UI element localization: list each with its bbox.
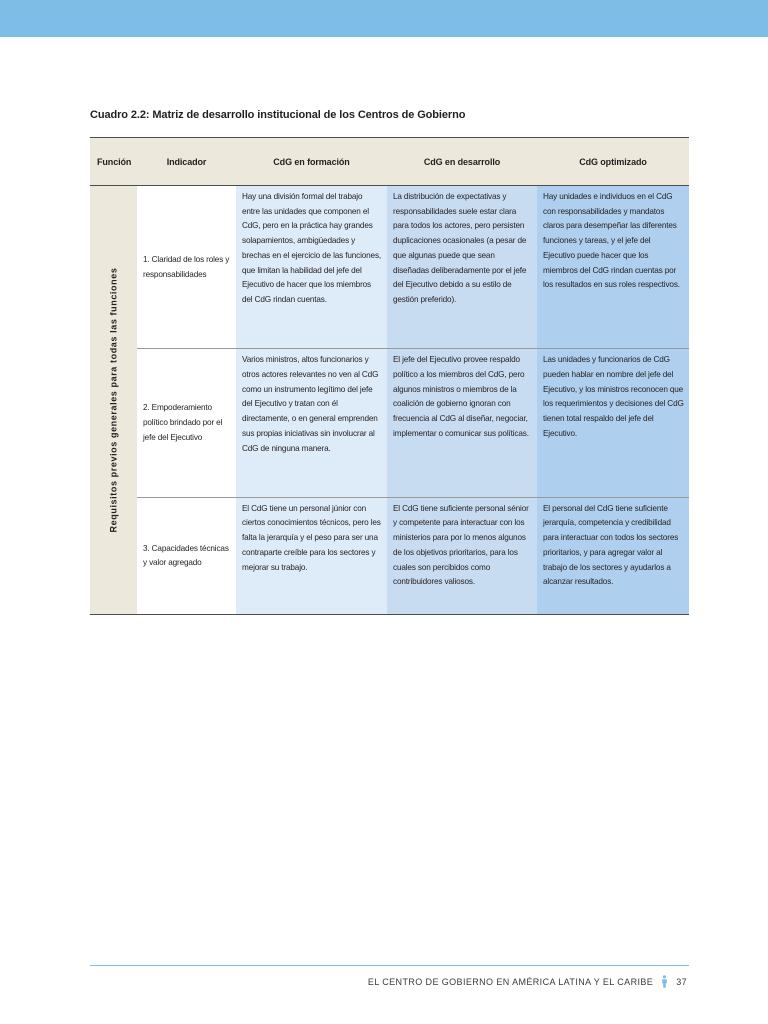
funcion-cell [90, 186, 137, 615]
desarrollo-cell: El jefe del Ejecutivo provee respaldo político a los miembros del CdG, pero algunos ministros o miembros de la coalición de gobierno ignoran con frecuencia al CdG al diseñar, negociar, implementar o comunicar sus políticas. [387, 349, 537, 497]
funcion-label: Requisitos previos generales para todas las funciones [108, 267, 119, 533]
header-cdg-optimizado: CdG optimizado [537, 138, 689, 186]
header-cdg-en-desarrollo: CdG en desarrollo [387, 138, 537, 186]
person-icon [661, 975, 668, 988]
desarrollo-cell: El CdG tiene suficiente personal sénior y competente para interactuar con los ministerios para por lo menos algunos de los objetivos prioritarios, para los cuales son percibidos como contribuidores valiosos. [387, 497, 537, 614]
header-funcion: Función [90, 138, 137, 186]
page-footer [368, 975, 687, 988]
indicador-cell: 1. Claridad de los roles y responsabilidades [137, 186, 236, 349]
header-indicador: Indicador [137, 138, 236, 186]
table-row [90, 186, 689, 349]
page-number: 37 [676, 976, 687, 987]
table-header-row [90, 138, 689, 186]
optimizado-cell: El personal del CdG tiene suficiente jerarquía, competencia y credibilidad para interactuar con todos los sectores prioritarios, y para agregar valor al trabajo de los sectores y ayudarlos a alcanzar resultados. [537, 497, 689, 614]
table-row [90, 349, 689, 497]
formacion-cell: El CdG tiene un personal júnior con ciertos conocimientos técnicos, pero les falta la jerarquía y el peso para ser una contraparte creíble para los sectores y mejorar su trabajo. [236, 497, 387, 614]
desarrollo-cell: La distribución de expectativas y responsabilidades suele estar clara para todos los actores, pero persisten duplicaciones ocasionales (a pesar de que algunas puede que sean diseñadas deliberadamente por el jefe del Ejecutivo debido a su estilo de gestión preferido). [387, 186, 537, 349]
table-row [90, 497, 689, 614]
matrix-table-container [90, 137, 689, 615]
indicador-cell: 2. Empoderamiento político brindado por el jefe del Ejecutivo [137, 349, 236, 497]
top-banner [0, 0, 768, 37]
indicador-cell: 3. Capacidades técnicas y valor agregado [137, 497, 236, 614]
header-cdg-en-formacion: CdG en formación [236, 138, 387, 186]
formacion-cell: Varios ministros, altos funcionarios y otros actores relevantes no ven al CdG como un instrumento legítimo del jefe del Ejecutivo y tratan con él directamente, o en general emprenden sus propias iniciativas sin involucrar al CdG de ninguna manera. [236, 349, 387, 497]
optimizado-cell: Hay unidades e individuos en el CdG con responsabilidades y mandatos claros para desempeñar las diferentes funciones y tareas, y el jefe del Ejecutivo puede hacer que los miembros del CdG rindan cuentas por los resultados en sus roles respectivos. [537, 186, 689, 349]
institutional-development-matrix [90, 137, 689, 615]
formacion-cell: Hay una división formal del trabajo entre las unidades que componen el CdG, pero en la práctica hay grandes solapamientos, ambigüedades y brechas en el ejercicio de las funciones, que limitan la habilidad del jefe del Ejecutivo de hacer que los miembros del CdG rindan cuentas. [236, 186, 387, 349]
footer-divider [90, 965, 689, 966]
footer-title: EL CENTRO DE GOBIERNO EN AMÉRICA LATINA Y EL CARIBE [367, 976, 654, 987]
optimizado-cell: Las unidades y funcionarios de CdG pueden hablar en nombre del jefe del Ejecutivo, y los ministros reconocen que los requerimientos y decisiones del CdG tienen total respaldo del jefe del Ejecutivo. [537, 349, 689, 497]
table-caption: Cuadro 2.2: Matriz de desarrollo institucional de los Centros de Gobierno [90, 109, 466, 121]
